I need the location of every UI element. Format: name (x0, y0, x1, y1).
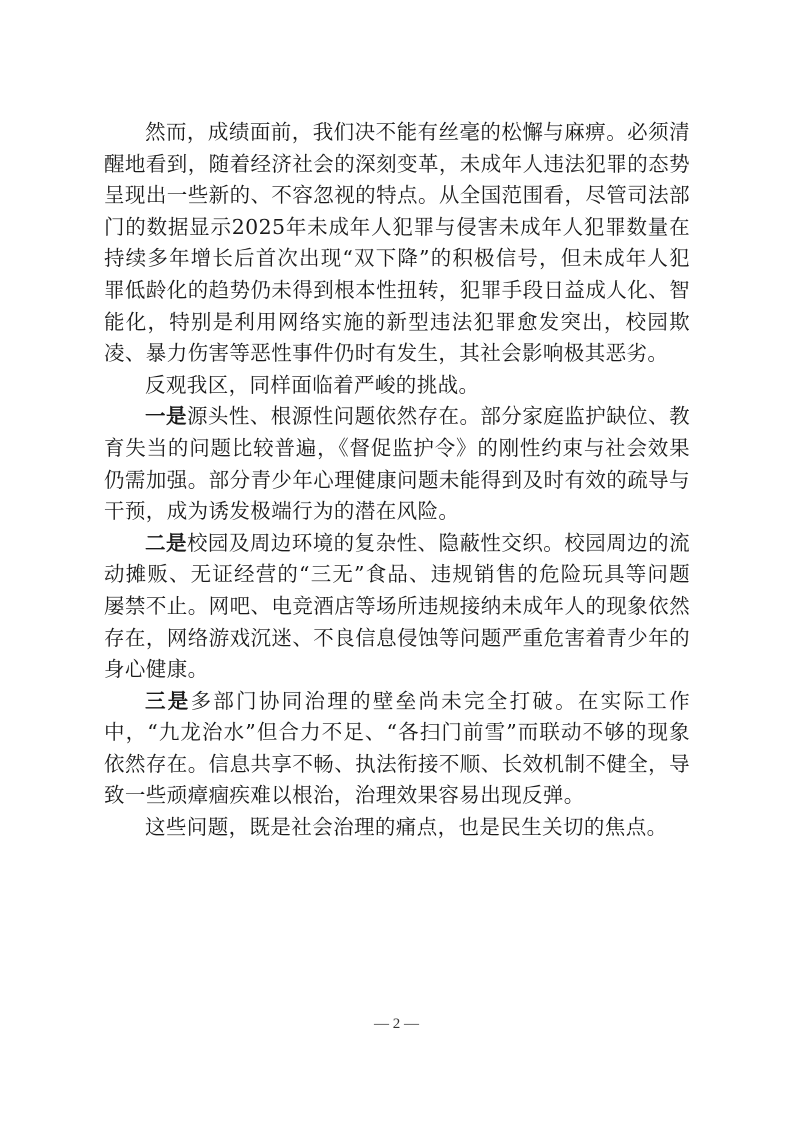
page-number: — 2 — (374, 1016, 419, 1032)
paragraph-lead-first: 一是 (145, 404, 187, 429)
paragraph-6 (104, 812, 690, 844)
paragraph-1 (104, 117, 690, 370)
paragraph-text: 多部门协同治理的壁垒尚未完全打破。在实际工作中，“九龙治水”但合力不足、“各扫门前雪”而联动不够的现象依然存在。信息共享不畅、执法衔接不顺、长效机制不健全，导致一些顽瘴痼疾难以根治，治理效果容易出现反弹。 (104, 688, 690, 808)
paragraph-text: 这些问题，既是社会治理的痛点，也是民生关切的焦点。 (145, 815, 668, 840)
paragraph-lead-second: 二是 (145, 530, 187, 555)
document-body (104, 117, 690, 844)
paragraph-lead-third: 三是 (145, 688, 191, 713)
paragraph-3 (104, 401, 690, 527)
paragraph-text: 校园及周边环境的复杂性、隐蔽性交织。校园周边的流动摊贩、无证经营的“三无”食品、违规销售的危险玩具等问题屡禁不止。网吧、电竞酒店等场所违规接纳未成年人的现象依然存在，网络游戏沉迷、不良信息侵蚀等问题严重危害着青少年的身心健康。 (104, 530, 690, 682)
paragraph-text: 然而，成绩面前，我们决不能有丝毫的松懈与麻痹。必须清醒地看到，随着经济社会的深刻变革，未成年人违法犯罪的态势呈现出一些新的、不容忽视的特点。从全国范围看，尽管司法部门的数据显示2025年未成年人犯罪与侵害未成年人犯罪数量在持续多年增长后首次出现“双下降”的积极信号，但未成年人犯罪低龄化的趋势仍未得到根本性扭转，犯罪手段日益成人化、智能化，特别是利用网络实施的新型违法犯罪愈发突出，校园欺凌、暴力伤害等恶性事件仍时有发生，其社会影响极其恶劣。 (104, 120, 690, 366)
paragraph-5 (104, 686, 690, 812)
paragraph-text: 反观我区，同样面临着严峻的挑战。 (145, 372, 480, 397)
paragraph-text: 源头性、根源性问题依然存在。部分家庭监护缺位、教育失当的问题比较普遍，《督促监护令》的刚性约束与社会效果仍需加强。部分青少年心理健康问题未能得到及时有效的疏导与干预，成为诱发极端行为的潜在风险。 (104, 404, 690, 524)
paragraph-2 (104, 370, 690, 402)
paragraph-4 (104, 528, 690, 686)
